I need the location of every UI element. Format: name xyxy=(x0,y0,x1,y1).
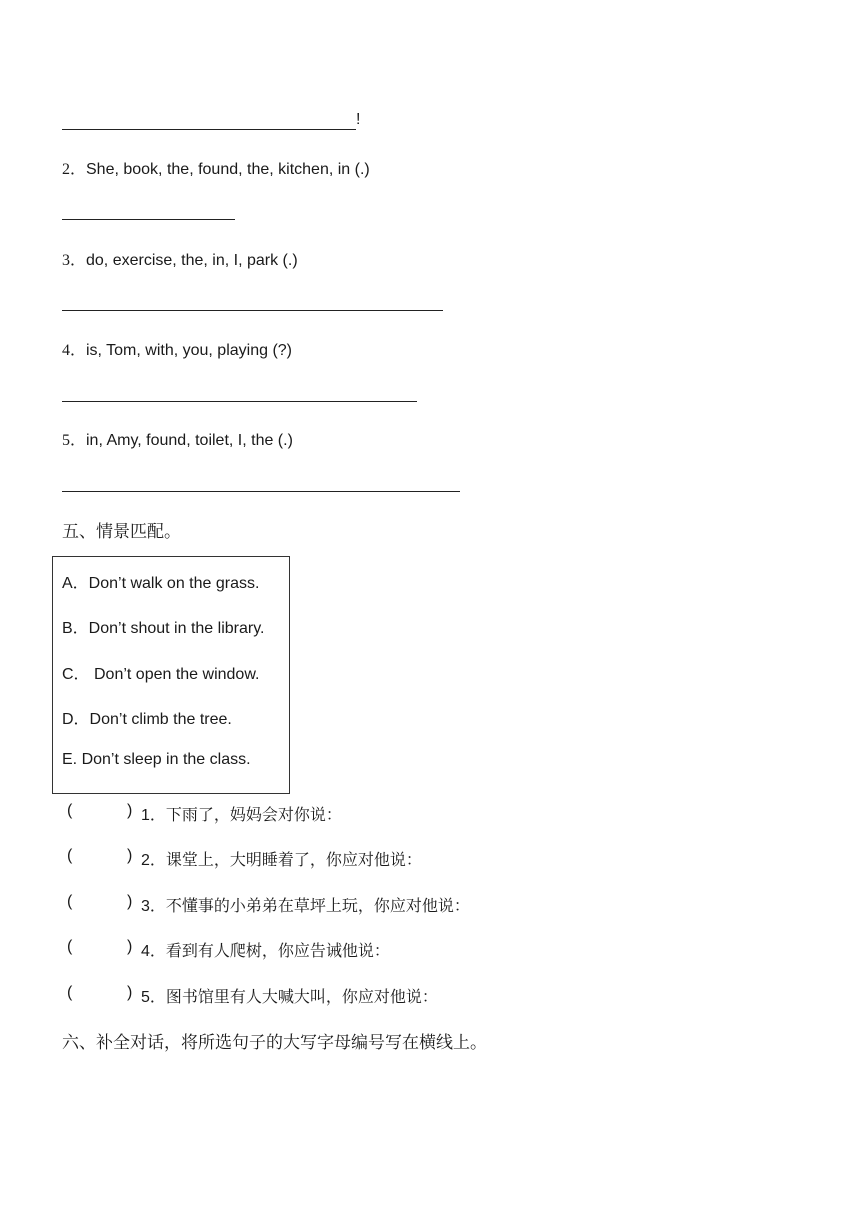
open-paren: ( xyxy=(67,893,73,910)
section-5-title: 五、情景匹配。 xyxy=(62,522,181,541)
answer-line-1[interactable] xyxy=(62,129,356,130)
question-3 xyxy=(62,247,298,270)
close-paren: ) xyxy=(127,802,133,819)
match-text: 5．图书馆里有人大喊大叫，你应对他说： xyxy=(141,989,438,1006)
match-text: 1．下雨了，妈妈会对你说： xyxy=(141,807,342,824)
question-number: 5 xyxy=(62,432,70,449)
answer-line-5[interactable] xyxy=(62,491,460,492)
section-6-title: 六、补全对话，将所选句子的大写字母编号写在横线上。 xyxy=(62,1033,487,1052)
options-box xyxy=(52,556,290,794)
question-4 xyxy=(62,337,292,360)
question-text: ．in, Amy, found, toilet, I, the (.) xyxy=(70,432,293,449)
question-number: 4 xyxy=(62,342,70,359)
question-2 xyxy=(62,156,370,179)
option-a: A．Don’t walk on the grass. xyxy=(62,575,260,592)
option-e: E. Don’t sleep in the class. xyxy=(62,751,251,768)
option-b: B．Don’t shout in the library. xyxy=(62,620,265,637)
answer-line-2[interactable] xyxy=(62,219,235,220)
close-paren: ) xyxy=(127,847,133,864)
option-d: D．Don’t climb the tree. xyxy=(62,711,232,728)
open-paren: ( xyxy=(67,938,73,955)
question-text: ．She, book, the, found, the, kitchen, in (.) xyxy=(70,161,370,178)
answer-line-1-end: ! xyxy=(356,111,361,128)
answer-line-4[interactable] xyxy=(62,401,417,402)
match-text: 2．课堂上，大明睡着了，你应对他说： xyxy=(141,852,422,869)
question-text: ．is, Tom, with, you, playing (?) xyxy=(70,342,293,359)
question-number: 2 xyxy=(62,161,70,178)
close-paren: ) xyxy=(127,893,133,910)
answer-line-3[interactable] xyxy=(62,310,443,311)
question-number: 3 xyxy=(62,252,70,269)
close-paren: ) xyxy=(127,938,133,955)
match-text: 3．不懂事的小弟弟在草坪上玩，你应对他说： xyxy=(141,898,470,915)
open-paren: ( xyxy=(67,847,73,864)
option-c: C． Don’t open the window. xyxy=(62,666,260,683)
match-text: 4．看到有人爬树，你应告诫他说： xyxy=(141,943,390,960)
open-paren: ( xyxy=(67,802,73,819)
question-5 xyxy=(62,427,293,450)
question-text: ．do, exercise, the, in, I, park (.) xyxy=(70,252,298,269)
open-paren: ( xyxy=(67,984,73,1001)
close-paren: ) xyxy=(127,984,133,1001)
